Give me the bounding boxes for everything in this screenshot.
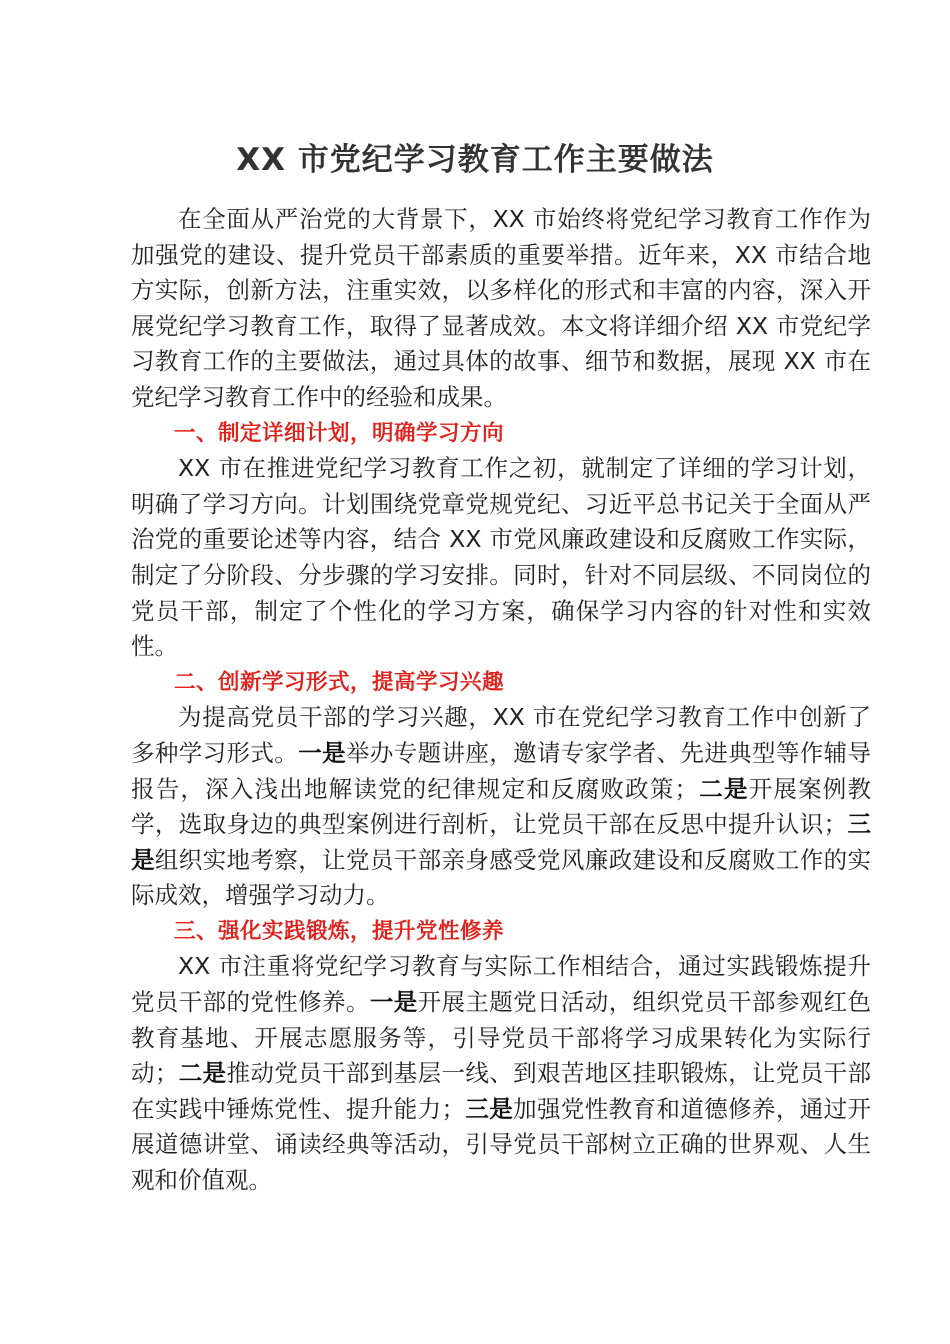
section-paragraph-3 (131, 949, 871, 1198)
intro-paragraph: 在全面从严治党的大背景下，XX 市始终将党纪学习教育工作作为加强党的建设、提升党员干部素质的重要举措。近年来，XX 市结合地方实际，创新方法，注重实效，以多样化的形式和丰富的内容，深入开展党纪学习教育工作，取得了显著成效。本文将详细介绍 XX 市党纪学习教育工作的主要做法，通过具体的故事、细节和数据，展现 XX 市在党纪学习教育工作中的经验和成果。 (131, 205, 871, 411)
item-text-2: 推动党员干部到基层一线、到艰苦地区挂职锻炼，让党员干部在实践中锤炼党性、提升能力； (131, 1059, 872, 1123)
item-text-3: 组织实地考察，让党员干部亲身感受党风廉政建设和反腐败工作的实际成效，增强学习动力。 (131, 845, 872, 910)
item-text-2: 开展案例教学，选取身边的典型案例进行剖析，让党员干部在反思中提升认识； (131, 774, 872, 839)
section-paragraph-1: XX 市在推进党纪学习教育工作之初，就制定了详细的学习计划，明确了学习方向。计划围绕党章党规党纪、习近平总书记关于全面从严治党的重要论述等内容，结合 XX 市党风廉政建设和反腐败工作实际，制定了分阶段、分步骤的学习安排。同时，针对不同层级、不同岗位的党员干部，制定了个性化的学习方案，确保学习内容的针对性和实效性。 (131, 454, 871, 661)
document-body (131, 202, 871, 1199)
section-heading-2: 二、创新学习形式，提高学习兴趣 (174, 669, 505, 695)
item-marker-3: 三是 (131, 810, 872, 874)
document-title: XX 市党纪学习教育工作主要做法 (236, 142, 714, 178)
item-marker-2: 二是 (178, 1059, 227, 1088)
section-heading-3: 三、强化实践锻炼，提升党性修养 (174, 918, 505, 944)
lead-text: 为提高党员干部的学习兴趣，XX 市在党纪学习教育工作中创新了多种学习形式。 (131, 703, 871, 767)
section-paragraph-2 (131, 700, 871, 914)
item-marker-2: 二是 (698, 774, 749, 803)
item-text-1: 开展主题党日活动，组织党员干部参观红色教育基地、开展志愿服务等，引导党员干部将学习成果转化为实际行动； (131, 988, 872, 1088)
item-marker-1: 一是 (298, 738, 346, 767)
item-marker-1: 一是 (369, 988, 418, 1017)
lead-text: XX 市注重将党纪学习教育与实际工作相结合，通过实践锻炼提升党员干部的党性修养。 (131, 952, 871, 1017)
item-text-3: 加强党性教育和道德修养，通过开展道德讲堂、诵读经典等活动，引导党员干部树立正确的世界观、人生观和价值观。 (131, 1094, 872, 1195)
item-text-1: 举办专题讲座，邀请专家学者、先进典型等作辅导报告，深入浅出地解读党的纪律规定和反腐败政策； (131, 738, 872, 803)
section-heading-1: 一、制定详细计划，明确学习方向 (174, 420, 505, 446)
item-marker-3: 三是 (464, 1094, 514, 1123)
